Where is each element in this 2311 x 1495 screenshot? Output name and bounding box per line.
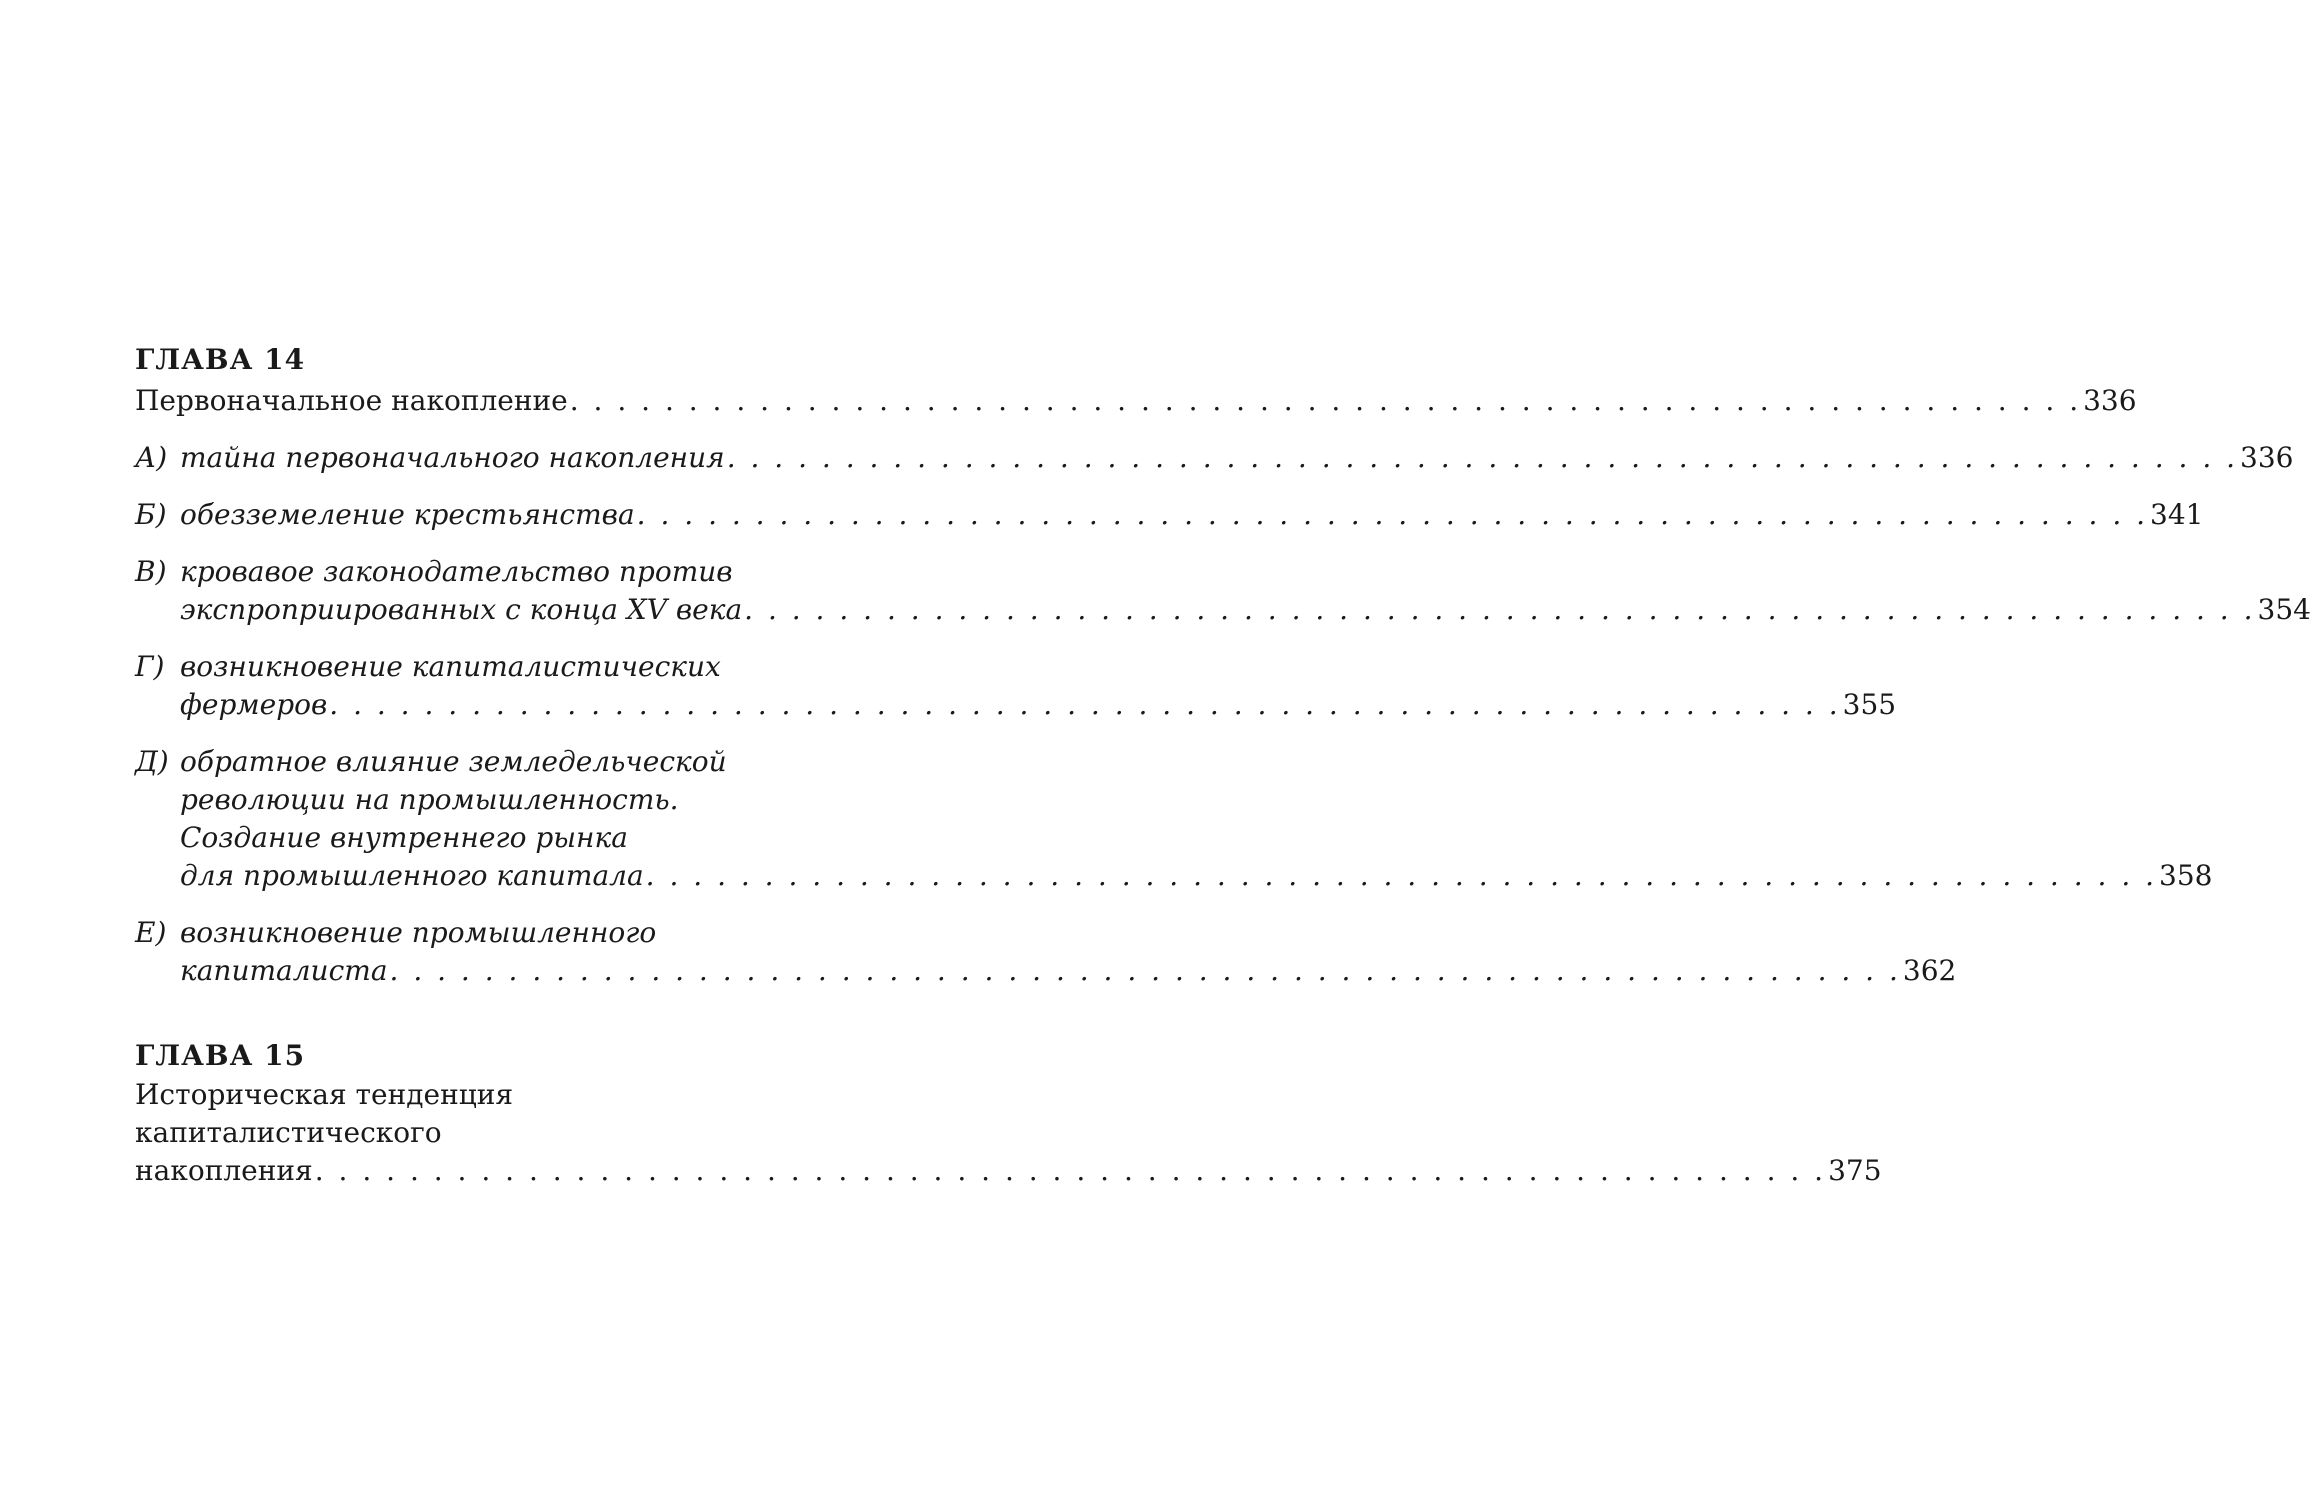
section-text: экспроприированных с конца XV века [180,593,743,626]
toc-section-a[interactable] [135,439,2294,477]
page-number: 375 [1828,1154,1882,1187]
page-number: 355 [1842,688,1897,721]
entry-title: Первоначальное накопление [135,384,568,417]
section-text: для промышленного капитала [180,859,644,892]
dot-leader: . . . . . . . . . . . . . . . . . . . . . . . . . . . . . . . . . . . . . . . . . . . . . . . . . . . . . . . . . . . . . . . . [636,498,2149,531]
section-letter: В) [135,555,167,588]
section-body [180,439,2294,477]
dot-leader: . . . . . . . . . . . . . . . . . . . . . . . . . . . . . . . . . . . . . . . . . . . . . . . . . . . . . . . . . . . . . . . . [726,441,2239,474]
section-text: обезземеление крестьянства [180,498,635,531]
section-body [180,648,1897,724]
page-number: 336 [2083,384,2137,417]
chapter-heading: ГЛАВА 15 [135,1039,306,1072]
page-number: 354 [2257,593,2311,626]
chapter-heading: ГЛАВА 14 [135,343,306,376]
section-body [180,496,2204,534]
section-letter: Б) [135,498,167,531]
dot-leader: . . . . . . . . . . . . . . . . . . . . . . . . . . . . . . . . . . . . . . . . . . . . . . . . . . . . . . . . . . . . . . . . [569,384,2082,417]
section-body [180,743,2213,895]
section-text: кровавое законодательство против [180,555,733,588]
section-line [180,439,2294,477]
toc-section-e[interactable] [135,914,1957,990]
section-letter: А) [135,441,168,474]
toc-section-g[interactable] [135,648,1897,724]
section-text: обратное влияние земледельческой [180,745,727,778]
section-text: возникновение капиталистических [180,650,721,683]
section-body [180,914,1957,990]
toc-section-v[interactable] [135,553,2311,629]
table-of-contents [135,340,2311,1190]
dot-leader: . . . . . . . . . . . . . . . . . . . . . . . . . . . . . . . . . . . . . . . . . . . . . . . . . . . . . . . . . . . . . . . . [329,688,1841,721]
page-number: 341 [2150,498,2204,531]
chapter-14 [135,340,2311,990]
page-number: 358 [2159,859,2213,892]
section-line [180,952,1957,990]
toc-section-b[interactable] [135,496,2204,534]
section-text: Создание внутреннего рынка [180,821,628,854]
toc-entry[interactable] [135,382,2137,420]
section-text: возникновение промышленного [180,916,657,949]
toc-section-d[interactable] [135,743,2213,895]
section-text: фермеров [180,688,328,721]
dot-leader: . . . . . . . . . . . . . . . . . . . . . . . . . . . . . . . . . . . . . . . . . . . . . . . . . . . . . . . . . . . . . . . . [389,954,1901,987]
chapter-15 [135,1036,1882,1190]
section-line [180,686,1897,724]
section-line [180,591,2311,629]
toc-entry[interactable] [135,1152,1882,1190]
dot-leader: . . . . . . . . . . . . . . . . . . . . . . . . . . . . . . . . . . . . . . . . . . . . . . . . . . . . . . . . . . . . . . . . [314,1154,1827,1187]
entry-title: Историческая тенденция [135,1078,514,1111]
dot-leader: . . . . . . . . . . . . . . . . . . . . . . . . . . . . . . . . . . . . . . . . . . . . . . . . . . . . . . . . . . . . . . . . [744,593,2256,626]
section-text: революции на промышленность. [180,783,679,816]
section-line [180,496,2204,534]
page-number: 336 [2240,441,2294,474]
section-letter: Г) [135,650,165,683]
section-body [180,553,2311,629]
entry-title: накопления [135,1154,313,1187]
section-text: капиталиста [180,954,388,987]
section-letter: Е) [135,916,167,949]
section-letter: Д) [135,745,169,778]
entry-title: капиталистического [135,1116,442,1149]
dot-leader: . . . . . . . . . . . . . . . . . . . . . . . . . . . . . . . . . . . . . . . . . . . . . . . . . . . . . . . . . . . . . . . . [645,859,2158,892]
page-number: 362 [1902,954,1957,987]
section-text: тайна первоначального накопления [180,441,725,474]
section-line [180,857,2213,895]
